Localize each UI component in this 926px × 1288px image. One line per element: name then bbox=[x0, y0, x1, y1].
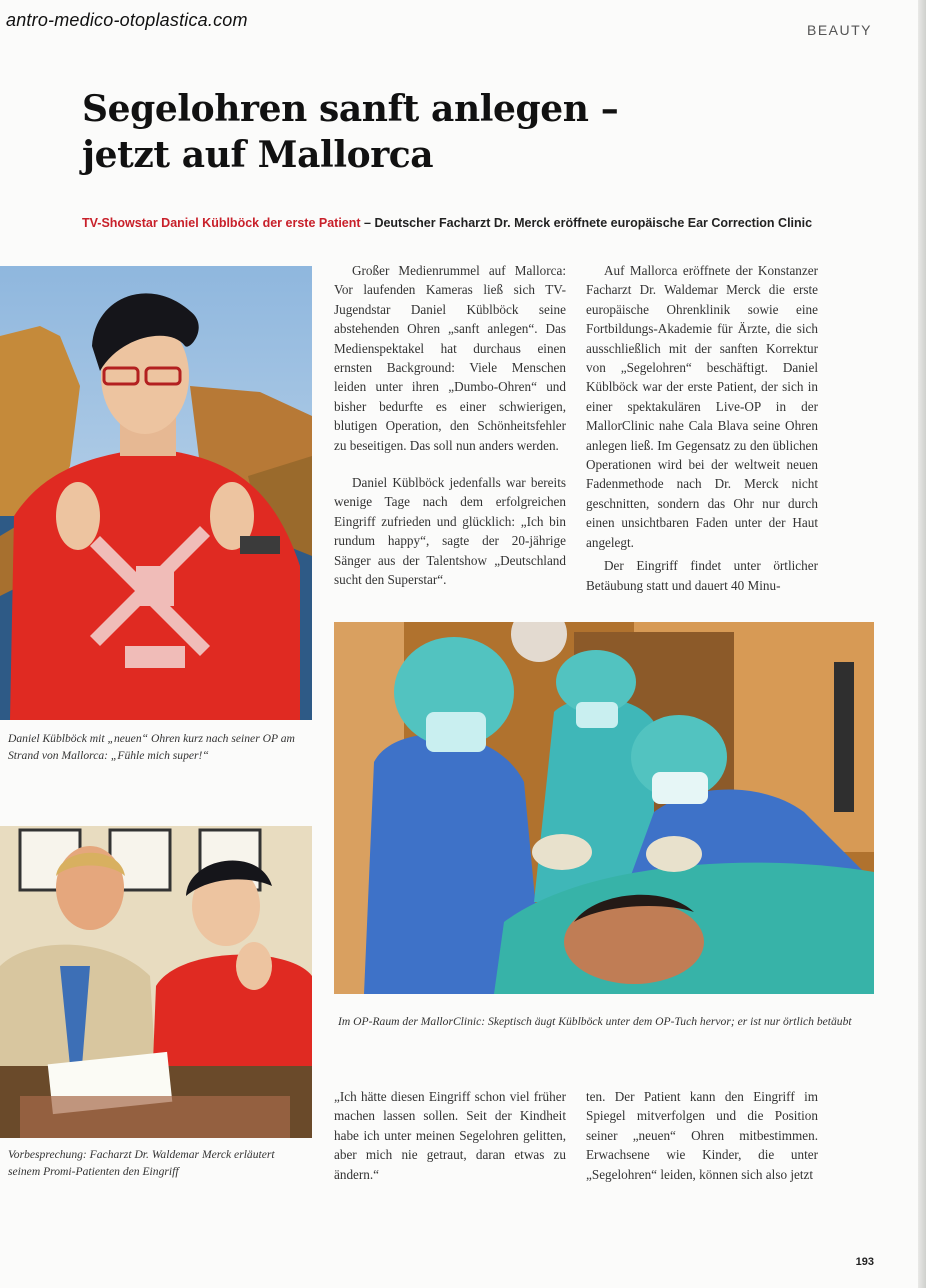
subheadline bbox=[82, 216, 812, 230]
photo-operating-room bbox=[334, 622, 874, 994]
photo-consultation bbox=[0, 826, 312, 1138]
body-paragraph-4: Der Eingriff findet unter örtlicher Betäubung statt und dauert 40 Minu- bbox=[586, 558, 818, 593]
body-paragraph-continued: ten. Der Patient kann den Eingriff im Spiegel mitverfolgen und die Position seiner „neuen“ Ohren mitbestimmen. Erwachsene wie Kinder, die unter „Segelohren“ leiden, können sich also jetzt bbox=[586, 1089, 818, 1182]
headline-line-2: jetzt auf Mallorca bbox=[82, 134, 434, 176]
section-label: BEAUTY bbox=[806, 22, 872, 38]
body-column-3 bbox=[334, 1087, 566, 1184]
body-column-2 bbox=[586, 261, 818, 595]
page-number: 193 bbox=[855, 1256, 874, 1268]
page-edge bbox=[918, 0, 926, 1288]
body-paragraph-1: Großer Medienrummel auf Mallorca: Vor laufenden Kameras ließ sich TV-Jugendstar Daniel Küblböck seine abstehenden Ohren „sanft anlegen“. Das Medienspektakel hat durchaus einen ernsten Background: Viele Menschen leiden unter ihren „Dumbo-Ohren“ und bisher bedurfte es einer schwierigen, blutigen Operation, den Schönheitsfehler zu beseitigen. Das soll nun anders werden. bbox=[334, 263, 566, 453]
caption-photo-beach: Daniel Küblböck mit „neuen“ Ohren kurz nach seiner OP am Strand von Mallorca: „Fühle mich super!“ bbox=[8, 732, 295, 762]
watermark: antro-medico-otoplastica.com bbox=[6, 10, 248, 30]
subheadline-black: – Deutscher Facharzt Dr. Merck eröffnete europäische Ear Correction Clinic bbox=[360, 216, 813, 230]
caption-photo-consultation: Vorbesprechung: Facharzt Dr. Waldemar Merck erläutert seinem Promi-Patienten den Eingriff bbox=[8, 1148, 275, 1178]
body-column-4 bbox=[586, 1087, 818, 1184]
body-paragraph-2: Daniel Küblböck jedenfalls war bereits wenige Tage nach dem erfolgreichen Eingriff zufrieden und glücklich: „Ich bin rundum happy“, sagte der 20-jährige Sänger aus der Talentshow „Deutschland sucht den Superstar“. bbox=[334, 475, 566, 588]
body-paragraph-quote: „Ich hätte diesen Eingriff schon viel früher machen lassen sollen. Seit der Kindheit habe ich unter meinen Segelohren gelitten, aber mich nie getraut, daran etwas zu ändern.“ bbox=[334, 1089, 566, 1182]
headline-line-1: Segelohren sanft anlegen – bbox=[82, 88, 619, 130]
caption-photo-operating-room: Im OP-Raum der MallorClinic: Skeptisch äugt Küblböck unter dem OP-Tuch hervor; er ist nur örtlich betäubt bbox=[338, 1015, 852, 1028]
headline bbox=[82, 86, 618, 178]
photo-beach-portrait bbox=[0, 266, 312, 720]
subheadline-red: TV-Showstar Daniel Küblböck der erste Patient bbox=[82, 216, 361, 230]
body-column-1 bbox=[334, 261, 566, 608]
body-paragraph-3: Auf Mallorca eröffnete der Konstanzer Facharzt Dr. Waldemar Merck die erste europäische Ohrenklinik sowie eine Fortbildungs-Akademie für Ärzte, die sich ausschließlich mit der sanften Korrektur von „Segelohren“ beschäftigt. Daniel Küblböck war der erste Patient, der sich in einer spektakulären Live-OP in der MallorClinic nahe Cala Blava seine Ohren anlegen ließ. Im Gegensatz zu den üblichen Operationen wird bei der weltweit neuen Fadenmethode nach Dr. Merck nicht geschnitten, sondern das Ohr nur durch einen unsichtbaren Faden unter der Haut angelegt. bbox=[586, 263, 818, 550]
